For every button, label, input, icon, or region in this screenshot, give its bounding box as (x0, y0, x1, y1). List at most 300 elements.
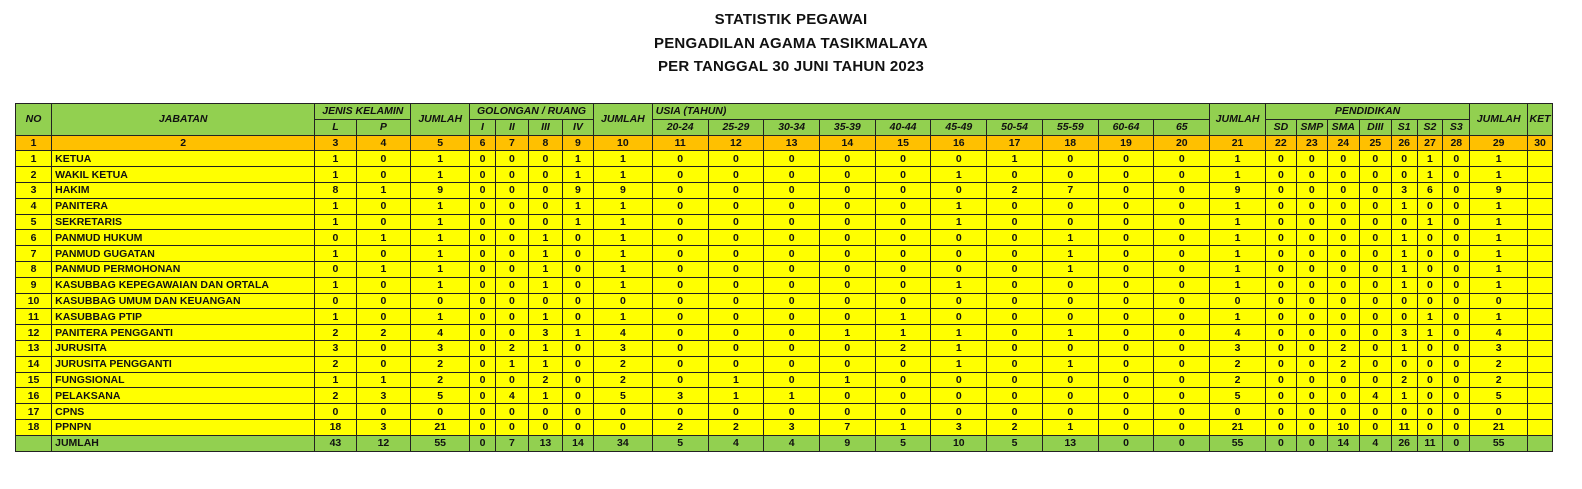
value-cell: 0 (1042, 214, 1098, 230)
value-cell: 0 (528, 167, 562, 183)
value-cell: 0 (987, 167, 1043, 183)
value-cell: 1 (562, 198, 593, 214)
value-cell: 2 (356, 325, 411, 341)
value-cell: 0 (411, 293, 470, 309)
value-cell: 0 (652, 198, 708, 214)
column-number-cell: 15 (875, 135, 931, 151)
value-cell: 0 (1098, 404, 1154, 420)
value-cell: 0 (1296, 388, 1327, 404)
value-cell: 0 (1359, 182, 1391, 198)
total-value-cell: 0 (1296, 435, 1327, 451)
value-cell: 1 (931, 356, 987, 372)
value-cell: 0 (652, 261, 708, 277)
value-cell: 1 (931, 277, 987, 293)
value-cell: 1 (1470, 167, 1528, 183)
value-cell: 0 (931, 404, 987, 420)
value-cell: 0 (931, 151, 987, 167)
value-cell: 1 (356, 261, 411, 277)
row-number-cell: 3 (16, 182, 52, 198)
value-cell: 0 (931, 372, 987, 388)
column-number-cell: 14 (819, 135, 875, 151)
value-cell: 0 (356, 356, 411, 372)
value-cell: 0 (1391, 309, 1417, 325)
value-cell: 0 (875, 214, 931, 230)
value-cell: 1 (411, 246, 470, 262)
value-cell: 1 (819, 325, 875, 341)
value-cell: 0 (495, 230, 528, 246)
value-cell: 0 (1417, 198, 1443, 214)
value-cell: 0 (1154, 356, 1210, 372)
value-cell (1528, 293, 1553, 309)
value-cell: 0 (562, 404, 593, 420)
value-cell: 0 (1154, 198, 1210, 214)
value-cell: 1 (1391, 246, 1417, 262)
value-cell: 0 (1443, 246, 1470, 262)
table-row (16, 261, 1553, 277)
total-value-cell: 9 (819, 435, 875, 451)
value-cell: 0 (1327, 309, 1359, 325)
value-cell: 0 (875, 151, 931, 167)
value-cell: 0 (1098, 340, 1154, 356)
value-cell: 0 (1042, 340, 1098, 356)
value-cell: 0 (1098, 167, 1154, 183)
value-cell (1528, 340, 1553, 356)
value-cell: 0 (562, 309, 593, 325)
value-cell: 0 (1210, 404, 1266, 420)
value-cell: 0 (708, 340, 764, 356)
value-cell: 0 (1098, 246, 1154, 262)
total-value-cell: 10 (931, 435, 987, 451)
column-number-cell: 19 (1098, 135, 1154, 151)
value-cell: 3 (764, 419, 820, 435)
value-cell: 0 (528, 419, 562, 435)
value-cell: 1 (528, 340, 562, 356)
value-cell: 0 (652, 182, 708, 198)
subheader-cell: 60-64 (1098, 119, 1154, 135)
value-cell: 0 (470, 340, 496, 356)
value-cell: 0 (1470, 404, 1528, 420)
value-cell: 0 (1265, 356, 1296, 372)
value-cell: 1 (1210, 309, 1266, 325)
value-cell: 0 (562, 246, 593, 262)
jabatan-cell: KASUBBAG KEPEGAWAIAN DAN ORTALA (52, 277, 315, 293)
value-cell: 0 (1327, 182, 1359, 198)
value-cell: 2 (987, 182, 1043, 198)
value-cell: 0 (470, 214, 496, 230)
value-cell: 8 (315, 182, 356, 198)
value-cell: 0 (1443, 419, 1470, 435)
value-cell: 0 (987, 388, 1043, 404)
value-cell: 0 (315, 404, 356, 420)
table-row (16, 167, 1553, 183)
value-cell: 1 (562, 214, 593, 230)
value-cell: 0 (356, 404, 411, 420)
column-number-cell: 17 (987, 135, 1043, 151)
total-value-cell: 55 (1470, 435, 1528, 451)
value-cell: 1 (931, 198, 987, 214)
column-number-cell: 6 (470, 135, 496, 151)
jabatan-cell: HAKIM (52, 182, 315, 198)
value-cell: 9 (411, 182, 470, 198)
value-cell: 0 (987, 261, 1043, 277)
value-cell: 0 (1296, 325, 1327, 341)
total-value-cell: 0 (1443, 435, 1470, 451)
value-cell: 1 (315, 167, 356, 183)
value-cell: 0 (562, 277, 593, 293)
value-cell: 0 (1210, 293, 1266, 309)
value-cell: 0 (562, 293, 593, 309)
value-cell: 0 (1359, 214, 1391, 230)
table-row (16, 293, 1553, 309)
value-cell: 0 (411, 404, 470, 420)
value-cell: 2 (987, 419, 1043, 435)
value-cell: 0 (1359, 372, 1391, 388)
value-cell: 0 (470, 293, 496, 309)
value-cell: 0 (931, 293, 987, 309)
value-cell: 2 (528, 372, 562, 388)
value-cell: 0 (875, 230, 931, 246)
value-cell: 0 (1359, 340, 1391, 356)
jabatan-cell: FUNGSIONAL (52, 372, 315, 388)
jabatan-cell: PANITERA (52, 198, 315, 214)
value-cell: 0 (1417, 230, 1443, 246)
value-cell: 1 (1042, 419, 1098, 435)
value-cell: 0 (1265, 151, 1296, 167)
value-cell: 0 (1042, 372, 1098, 388)
row-number-cell: 8 (16, 261, 52, 277)
value-cell: 0 (1391, 151, 1417, 167)
value-cell: 0 (1296, 246, 1327, 262)
column-number-cell: 4 (356, 135, 411, 151)
value-cell: 1 (593, 246, 652, 262)
value-cell: 0 (987, 356, 1043, 372)
value-cell: 21 (411, 419, 470, 435)
value-cell: 0 (987, 198, 1043, 214)
value-cell: 0 (987, 293, 1043, 309)
value-cell: 0 (931, 309, 987, 325)
value-cell: 4 (593, 325, 652, 341)
header-usia: USIA (TAHUN) (652, 104, 1209, 120)
value-cell: 0 (819, 261, 875, 277)
value-cell (1528, 167, 1553, 183)
value-cell: 1 (315, 246, 356, 262)
value-cell: 1 (593, 198, 652, 214)
value-cell: 0 (562, 261, 593, 277)
value-cell: 0 (495, 214, 528, 230)
value-cell: 1 (411, 167, 470, 183)
value-cell: 2 (1470, 372, 1528, 388)
value-cell (1528, 404, 1553, 420)
value-cell: 0 (1098, 182, 1154, 198)
jabatan-cell: KASUBBAG UMUM DAN KEUANGAN (52, 293, 315, 309)
value-cell: 0 (652, 404, 708, 420)
value-cell: 0 (1042, 404, 1098, 420)
value-cell: 0 (987, 309, 1043, 325)
table-row (16, 246, 1553, 262)
value-cell: 0 (1296, 214, 1327, 230)
value-cell: 0 (562, 372, 593, 388)
column-number-cell: 26 (1391, 135, 1417, 151)
value-cell: 0 (495, 261, 528, 277)
value-cell: 0 (708, 325, 764, 341)
value-cell: 9 (1210, 182, 1266, 198)
value-cell: 0 (1098, 325, 1154, 341)
value-cell: 0 (495, 246, 528, 262)
row-number-cell: 11 (16, 309, 52, 325)
subheader-cell: 20-24 (652, 119, 708, 135)
value-cell: 1 (562, 325, 593, 341)
value-cell: 2 (1391, 372, 1417, 388)
table-row (16, 325, 1553, 341)
value-cell: 0 (1443, 372, 1470, 388)
row-number-cell: 5 (16, 214, 52, 230)
value-cell: 0 (470, 261, 496, 277)
value-cell: 0 (356, 309, 411, 325)
value-cell: 0 (356, 214, 411, 230)
value-cell: 1 (528, 309, 562, 325)
value-cell: 0 (1443, 230, 1470, 246)
value-cell: 2 (315, 325, 356, 341)
header-ket: KET (1528, 104, 1553, 136)
value-cell: 0 (495, 151, 528, 167)
value-cell: 0 (931, 261, 987, 277)
value-cell: 0 (1443, 182, 1470, 198)
total-value-cell: 14 (1327, 435, 1359, 451)
subheader-cell: 30-34 (764, 119, 820, 135)
table-row (16, 214, 1553, 230)
value-cell: 0 (1042, 167, 1098, 183)
value-cell: 0 (470, 230, 496, 246)
value-cell: 0 (764, 246, 820, 262)
value-cell: 1 (1042, 246, 1098, 262)
value-cell: 2 (315, 388, 356, 404)
table-row (16, 372, 1553, 388)
value-cell: 1 (1042, 356, 1098, 372)
row-number-cell: 12 (16, 325, 52, 341)
value-cell: 1 (1470, 151, 1528, 167)
value-cell: 0 (708, 246, 764, 262)
table-row (16, 404, 1553, 420)
value-cell: 0 (562, 419, 593, 435)
value-cell (1528, 182, 1553, 198)
value-cell: 1 (1417, 325, 1443, 341)
value-cell: 1 (562, 167, 593, 183)
value-cell: 1 (593, 167, 652, 183)
value-cell (1528, 325, 1553, 341)
value-cell: 1 (1417, 309, 1443, 325)
value-cell: 0 (1296, 293, 1327, 309)
table-row (16, 230, 1553, 246)
value-cell: 0 (1154, 419, 1210, 435)
value-cell: 1 (1391, 230, 1417, 246)
value-cell: 1 (987, 151, 1043, 167)
value-cell: 0 (819, 167, 875, 183)
value-cell: 3 (593, 340, 652, 356)
value-cell (1528, 309, 1553, 325)
header-jumlah-golongan: JUMLAH (593, 104, 652, 136)
value-cell: 2 (1210, 372, 1266, 388)
value-cell: 1 (1470, 214, 1528, 230)
value-cell: 0 (1443, 325, 1470, 341)
value-cell: 1 (1391, 261, 1417, 277)
value-cell: 3 (356, 388, 411, 404)
value-cell: 10 (1327, 419, 1359, 435)
row-number-cell: 17 (16, 404, 52, 420)
value-cell: 0 (1417, 356, 1443, 372)
value-cell: 5 (411, 388, 470, 404)
value-cell: 0 (875, 167, 931, 183)
header-golongan: GOLONGAN / RUANG (470, 104, 594, 120)
total-value-cell: 11 (1417, 435, 1443, 451)
row-number-cell: 18 (16, 419, 52, 435)
value-cell: 1 (528, 261, 562, 277)
value-cell: 0 (764, 151, 820, 167)
value-cell: 9 (562, 182, 593, 198)
subheader-cell: IV (562, 119, 593, 135)
value-cell: 2 (411, 372, 470, 388)
total-value-cell: 13 (528, 435, 562, 451)
total-value-cell: 0 (1098, 435, 1154, 451)
value-cell: 1 (819, 372, 875, 388)
header-jabatan: JABATAN (52, 104, 315, 136)
value-cell: 2 (411, 356, 470, 372)
total-value-cell: 12 (356, 435, 411, 451)
value-cell (1528, 151, 1553, 167)
value-cell: 0 (819, 151, 875, 167)
value-cell: 0 (652, 340, 708, 356)
row-number-cell: 10 (16, 293, 52, 309)
total-row (16, 435, 1553, 451)
value-cell: 0 (931, 230, 987, 246)
employee-statistics-table (15, 103, 1553, 452)
value-cell: 0 (708, 214, 764, 230)
value-cell: 0 (819, 388, 875, 404)
row-number-cell: 15 (16, 372, 52, 388)
value-cell: 0 (1098, 230, 1154, 246)
value-cell: 2 (593, 372, 652, 388)
value-cell: 0 (470, 182, 496, 198)
value-cell: 0 (356, 293, 411, 309)
value-cell: 3 (528, 325, 562, 341)
value-cell: 0 (1154, 230, 1210, 246)
value-cell: 0 (1098, 261, 1154, 277)
header-jumlah-pendidikan: JUMLAH (1470, 104, 1528, 136)
value-cell: 0 (652, 167, 708, 183)
value-cell: 0 (1359, 309, 1391, 325)
value-cell: 0 (1296, 404, 1327, 420)
total-value-cell: 4 (1359, 435, 1391, 451)
value-cell: 0 (1154, 325, 1210, 341)
value-cell: 0 (1042, 198, 1098, 214)
value-cell: 0 (1327, 372, 1359, 388)
value-cell: 0 (764, 230, 820, 246)
value-cell: 1 (875, 309, 931, 325)
value-cell: 0 (1391, 293, 1417, 309)
jabatan-cell: PPNPN (52, 419, 315, 435)
value-cell: 1 (593, 261, 652, 277)
value-cell: 0 (1327, 167, 1359, 183)
value-cell: 0 (528, 293, 562, 309)
value-cell: 1 (411, 214, 470, 230)
value-cell: 1 (593, 230, 652, 246)
value-cell: 21 (1470, 419, 1528, 435)
value-cell: 0 (1296, 309, 1327, 325)
table-row (16, 340, 1553, 356)
value-cell: 0 (875, 293, 931, 309)
value-cell: 0 (708, 182, 764, 198)
value-cell: 1 (315, 277, 356, 293)
value-cell: 0 (356, 277, 411, 293)
value-cell: 0 (1154, 214, 1210, 230)
value-cell: 3 (411, 340, 470, 356)
value-cell: 0 (708, 151, 764, 167)
jabatan-cell: PANITERA PENGGANTI (52, 325, 315, 341)
value-cell: 0 (562, 388, 593, 404)
value-cell: 0 (819, 214, 875, 230)
value-cell: 0 (1154, 340, 1210, 356)
value-cell: 1 (1210, 214, 1266, 230)
value-cell: 0 (652, 309, 708, 325)
column-number-cell: 22 (1265, 135, 1296, 151)
value-cell: 0 (875, 356, 931, 372)
header-row-groups (16, 104, 1553, 120)
value-cell: 0 (708, 277, 764, 293)
value-cell: 0 (1359, 246, 1391, 262)
value-cell: 0 (1042, 277, 1098, 293)
value-cell: 0 (1417, 388, 1443, 404)
value-cell: 7 (819, 419, 875, 435)
value-cell: 0 (987, 214, 1043, 230)
total-value-cell: 7 (495, 435, 528, 451)
value-cell: 6 (1417, 182, 1443, 198)
value-cell: 0 (875, 198, 931, 214)
value-cell: 0 (1265, 293, 1296, 309)
value-cell: 0 (528, 198, 562, 214)
value-cell: 1 (1470, 198, 1528, 214)
value-cell: 0 (356, 340, 411, 356)
jabatan-cell: PANMUD GUGATAN (52, 246, 315, 262)
value-cell: 0 (528, 404, 562, 420)
value-cell: 0 (470, 167, 496, 183)
value-cell: 1 (1210, 277, 1266, 293)
value-cell: 0 (593, 293, 652, 309)
value-cell: 1 (1417, 167, 1443, 183)
value-cell: 0 (987, 246, 1043, 262)
value-cell: 0 (470, 277, 496, 293)
value-cell: 0 (652, 277, 708, 293)
value-cell: 0 (1391, 356, 1417, 372)
value-cell: 0 (1296, 182, 1327, 198)
value-cell: 0 (593, 419, 652, 435)
column-number-cell: 30 (1528, 135, 1553, 151)
value-cell: 0 (1443, 404, 1470, 420)
value-cell: 0 (1098, 309, 1154, 325)
total-value-cell (1528, 435, 1553, 451)
column-number-cell: 2 (52, 135, 315, 151)
column-number-cell: 20 (1154, 135, 1210, 151)
subheader-cell: S2 (1417, 119, 1443, 135)
value-cell: 0 (1098, 214, 1154, 230)
total-value-cell: 4 (764, 435, 820, 451)
column-number-cell: 13 (764, 135, 820, 151)
value-cell: 0 (528, 214, 562, 230)
value-cell: 0 (764, 182, 820, 198)
table-row (16, 356, 1553, 372)
column-number-cell: 24 (1327, 135, 1359, 151)
value-cell: 0 (1417, 340, 1443, 356)
value-cell: 0 (470, 198, 496, 214)
value-cell: 0 (562, 340, 593, 356)
